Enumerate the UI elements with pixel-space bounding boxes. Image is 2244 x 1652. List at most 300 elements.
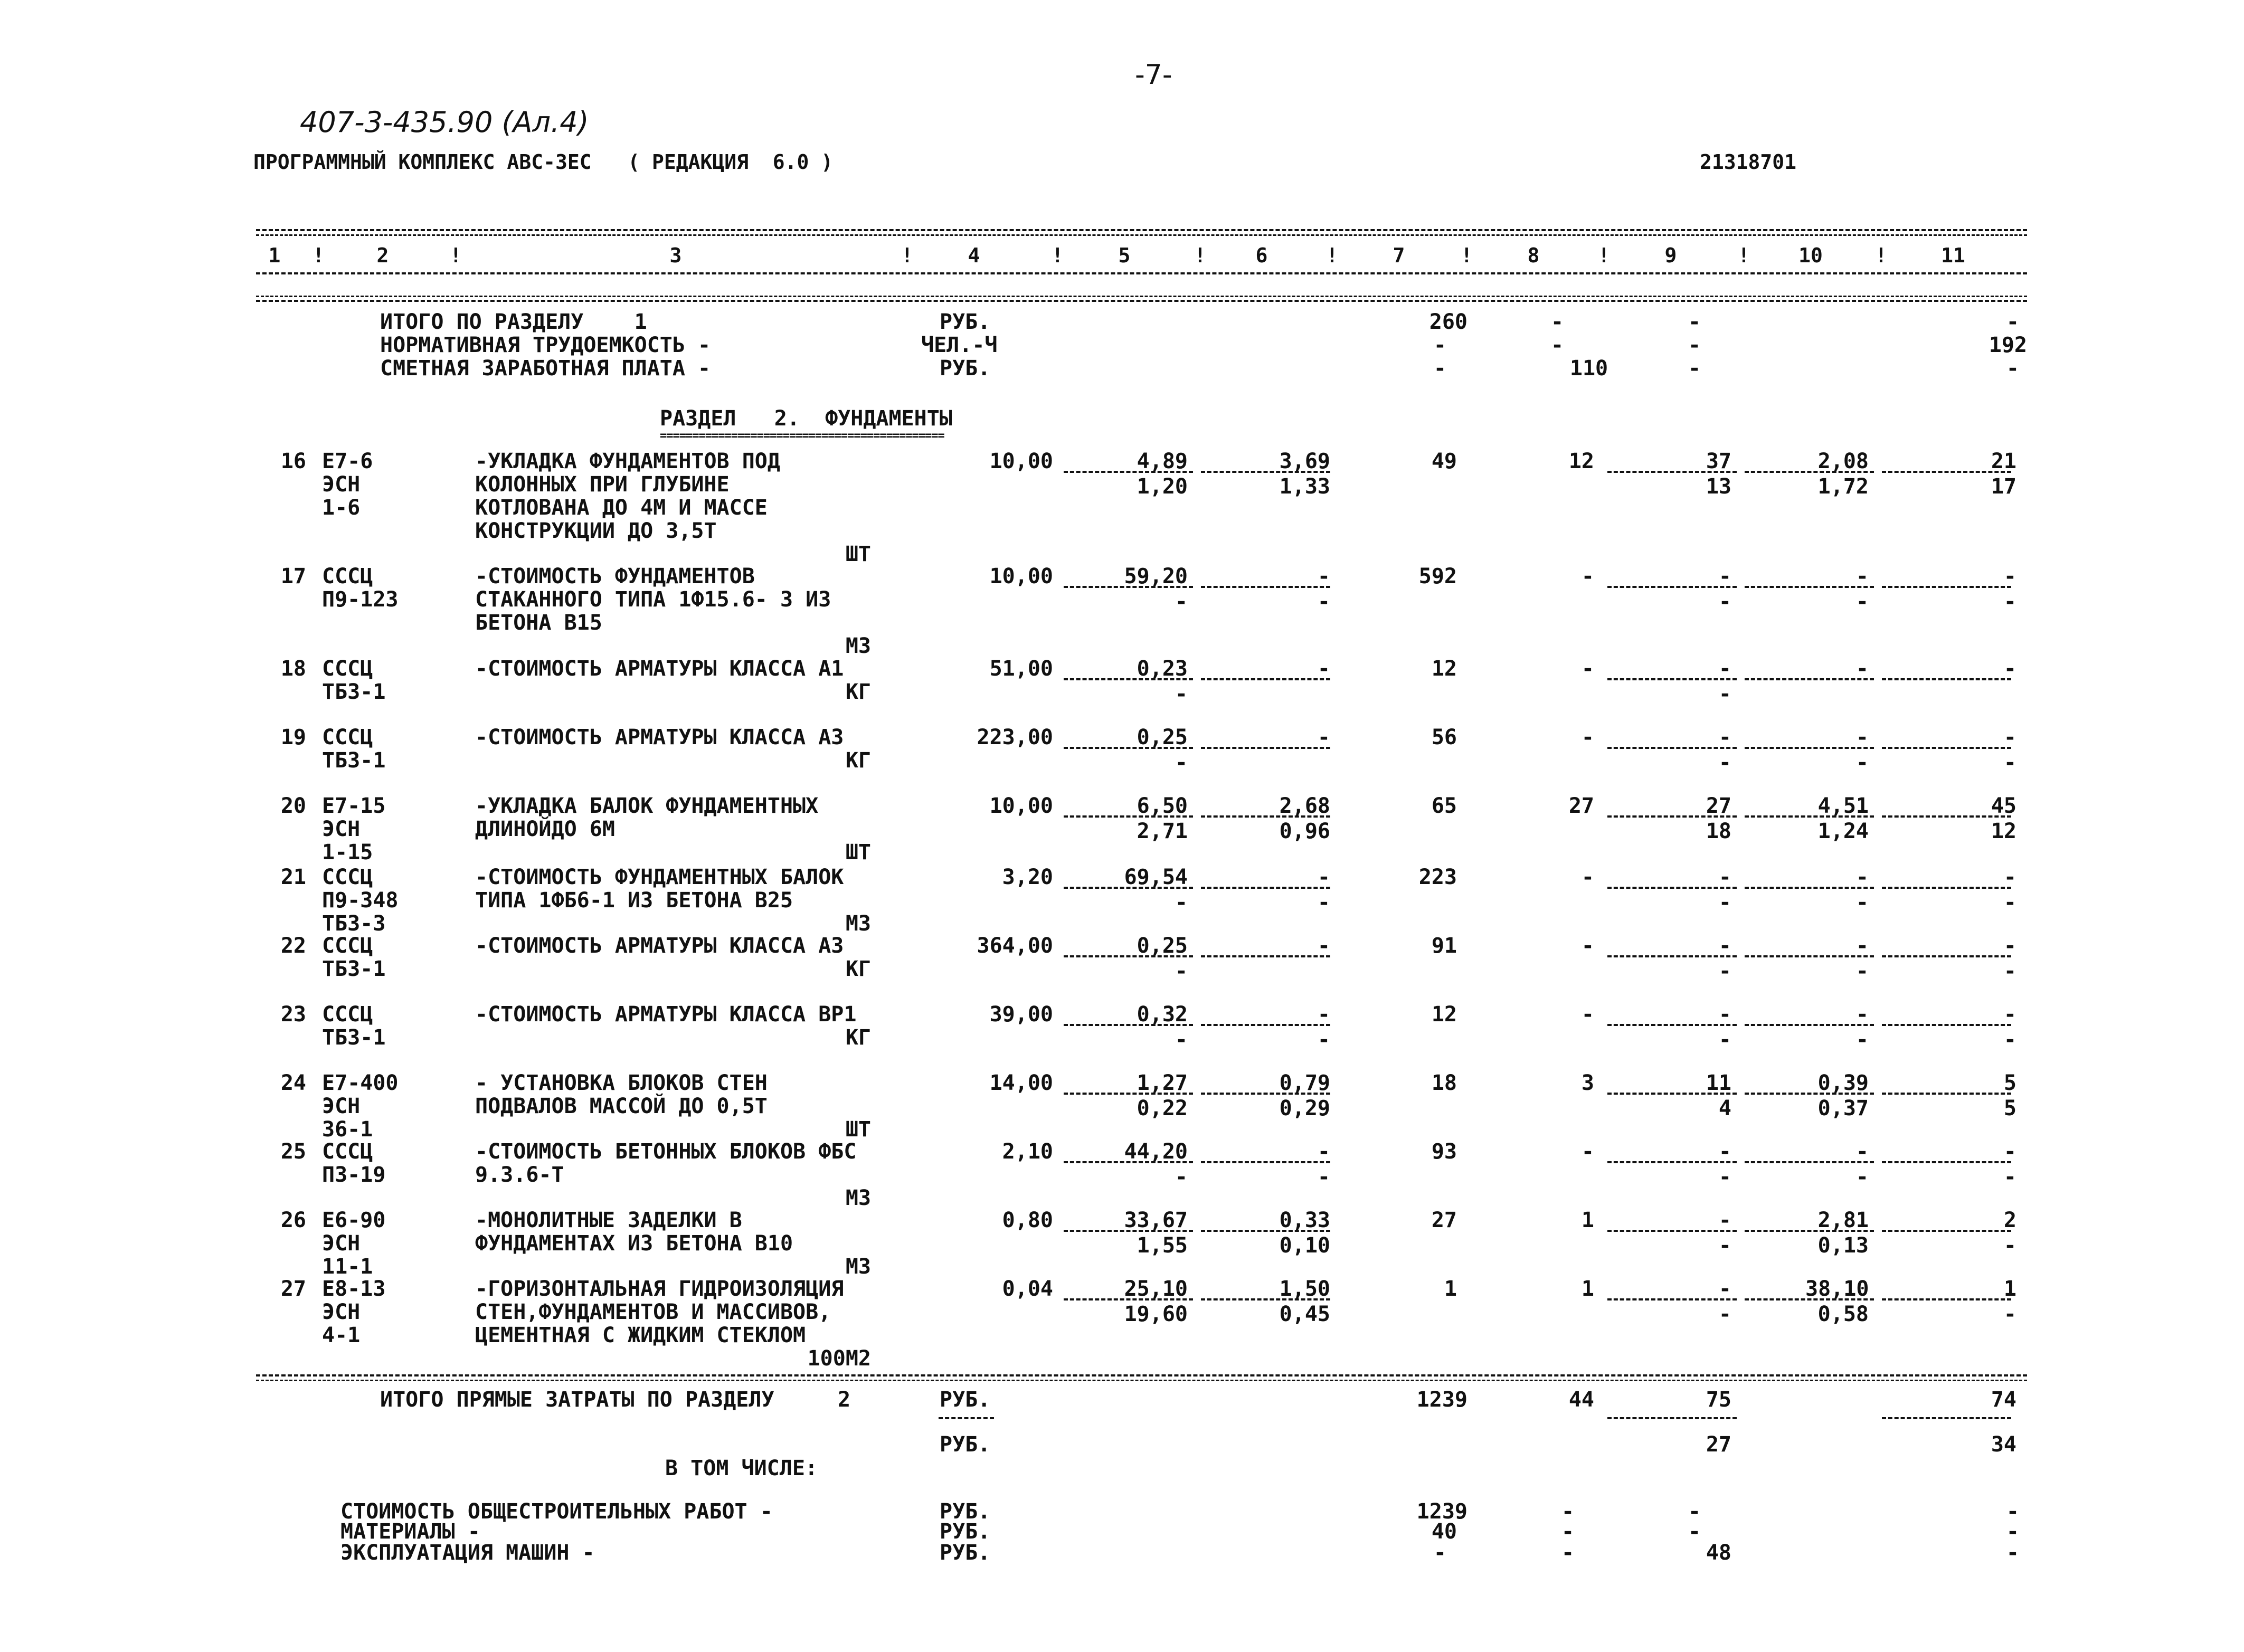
item-total-c7: 93 (1431, 1140, 1457, 1164)
item-cost-c6b: - (1317, 590, 1330, 614)
item-code: СССЦ (322, 865, 373, 889)
item-description: ДЛИНОЙДО 6М (475, 817, 615, 841)
item-description: -УКЛАДКА БАЛОК ФУНДАМЕНТНЫХ (475, 794, 819, 818)
item-cost-c6b: - (1317, 1028, 1330, 1052)
item-c10b: - (1855, 1165, 1869, 1189)
column-separator: ! (1052, 244, 1064, 267)
item-cost-c5b: - (1175, 590, 1188, 614)
item-c10: 0,39 (1817, 1071, 1869, 1095)
item-c10b: - (1855, 890, 1869, 915)
item-c10b: - (1855, 1028, 1869, 1052)
column-separator: ! (1738, 244, 1750, 267)
item-description: КОНСТРУКЦИИ ДО 3,5Т (475, 519, 717, 543)
item-description: -СТОИМОСТЬ БЕТОННЫХ БЛОКОВ ФБС (475, 1140, 857, 1164)
item-description: -ГОРИЗОНТАЛЬНАЯ ГИДРОИЗОЛЯЦИЯ (475, 1277, 844, 1301)
item-c9b: - (1718, 1233, 1731, 1258)
item-description: -МОНОЛИТНЫЕ ЗАДЕЛКИ В (475, 1208, 742, 1232)
general-works-c8: - (1561, 1499, 1575, 1524)
general-works-unit: РУБ. (940, 1499, 991, 1524)
item-c9b: 18 (1706, 819, 1731, 843)
general-works-c7: 1239 (1416, 1499, 1467, 1524)
materials-c7: 40 (1431, 1520, 1457, 1544)
item-c8: - (1581, 725, 1594, 749)
item-cost-c5b: - (1175, 1028, 1188, 1052)
item-cost-c6: - (1317, 564, 1330, 588)
direct-costs-c11b: 34 (1991, 1432, 2016, 1457)
item-c8: - (1581, 657, 1594, 681)
section1-labor-c9: - (1688, 333, 1701, 357)
item-c10b: 1,24 (1817, 819, 1869, 843)
materials-label: МАТЕРИАЛЫ - (340, 1520, 480, 1544)
cell-divider (1064, 1230, 1193, 1232)
item-number: 24 (280, 1071, 306, 1095)
item-c10: 2,08 (1817, 449, 1869, 473)
item-cost-c5: 25,10 (1124, 1277, 1188, 1301)
item-cost-c6: 0,79 (1279, 1071, 1330, 1095)
item-c9b: 4 (1718, 1096, 1731, 1121)
section1-total-c9: - (1688, 310, 1701, 334)
page-number: -7- (1135, 59, 1172, 91)
item-c8: - (1581, 1140, 1594, 1164)
cell-divider (1064, 1298, 1193, 1300)
item-c10: 2,81 (1817, 1208, 1869, 1232)
item-c11b: 5 (2003, 1096, 2016, 1121)
item-cost-c6: 2,68 (1279, 794, 1330, 818)
item-cost-c6: - (1317, 725, 1330, 749)
item-quantity: 10,00 (989, 794, 1053, 818)
document-code: 407-3-435.90 (Ал.4) (300, 106, 589, 139)
cell-divider (1064, 471, 1193, 473)
item-cost-c5: 33,67 (1124, 1208, 1188, 1232)
item-code: СССЦ (322, 1140, 373, 1164)
section1-total-unit: РУБ. (940, 310, 991, 334)
item-c11b: - (2003, 1028, 2016, 1052)
header-rule-bottom2 (256, 296, 2027, 297)
item-description: ПОДВАЛОВ МАССОЙ ДО 0,5Т (475, 1094, 768, 1118)
item-cost-c5: 59,20 (1124, 564, 1188, 588)
program-header: ПРОГРАММНЫЙ КОМПЛЕКС АВС-3ЕС ( РЕДАКЦИЯ 6.0 ) (253, 150, 834, 174)
item-code: ТБ3-3 (322, 912, 386, 936)
item-cost-c5: 4,89 (1137, 449, 1188, 473)
item-c11b: - (2003, 1302, 2016, 1326)
section1-wage-c9: - (1688, 356, 1701, 381)
item-description: БЕТОНА В15 (475, 611, 602, 635)
section1-total-c8: - (1550, 310, 1564, 334)
item-quantity: 364,00 (977, 934, 1053, 958)
item-number: 27 (280, 1277, 306, 1301)
item-c11: - (2003, 657, 2016, 681)
item-c8: 27 (1568, 794, 1594, 818)
item-c11b: - (2003, 1165, 2016, 1189)
item-quantity: 51,00 (989, 657, 1053, 681)
item-cost-c6: - (1317, 1002, 1330, 1027)
section1-wage-unit: РУБ. (940, 356, 991, 381)
column-header-9: 9 (1664, 244, 1677, 267)
item-code: П9-348 (322, 888, 399, 913)
item-description: ЦЕМЕНТНАЯ С ЖИДКИМ СТЕКЛОМ (475, 1323, 806, 1347)
item-c9: - (1718, 725, 1731, 749)
item-cost-c6b: 0,29 (1279, 1096, 1330, 1121)
item-unit: КГ (845, 748, 871, 773)
cell-divider (1201, 955, 1330, 957)
item-total-c7: 27 (1431, 1208, 1457, 1232)
general-works-c11: - (2006, 1499, 2019, 1524)
column-separator: ! (901, 244, 913, 267)
item-c8: - (1581, 564, 1594, 588)
item-unit: 100М2 (807, 1346, 871, 1371)
item-code: ЭСН (322, 1300, 361, 1324)
section1-labor-c11: 192 (1989, 333, 2027, 357)
header-rule-top2 (256, 234, 2027, 236)
general-works-c9: - (1688, 1499, 1701, 1524)
item-total-c7: 56 (1431, 725, 1457, 749)
item-c8: 12 (1568, 449, 1594, 473)
item-c8: - (1581, 1002, 1594, 1027)
item-description: ФУНДАМЕНТАХ ИЗ БЕТОНА В10 (475, 1231, 793, 1256)
item-description: 9.3.6-Т (475, 1163, 564, 1187)
item-unit: М3 (845, 1186, 871, 1210)
item-c9b: - (1718, 890, 1731, 915)
item-c8: 1 (1581, 1208, 1594, 1232)
item-cost-c6b: - (1317, 890, 1330, 915)
column-header-7: 7 (1393, 244, 1405, 267)
column-header-2: 2 (376, 244, 389, 267)
item-code: Е7-6 (322, 449, 373, 473)
item-code: Е6-90 (322, 1208, 386, 1232)
item-cost-c5b: 1,20 (1137, 474, 1188, 499)
general-works-label: СТОИМОСТЬ ОБЩЕСТРОИТЕЛЬНЫХ РАБОТ - (340, 1499, 773, 1524)
including-label: В ТОМ ЧИСЛЕ: (665, 1456, 818, 1480)
item-cost-c6: - (1317, 657, 1330, 681)
header-rule-top (256, 229, 2027, 231)
cell-divider (1064, 747, 1193, 749)
item-total-c7: 91 (1431, 934, 1457, 958)
item-cost-c6: 1,50 (1279, 1277, 1330, 1301)
item-code: СССЦ (322, 725, 373, 749)
item-c9: 27 (1706, 794, 1731, 818)
item-unit: КГ (845, 680, 871, 704)
header-rule-bottom3 (256, 300, 2027, 302)
item-total-c7: 12 (1431, 1002, 1457, 1027)
item-c9: - (1718, 1208, 1731, 1232)
cell-divider (1201, 815, 1330, 818)
column-separator: ! (1598, 244, 1610, 267)
item-description: -СТОИМОСТЬ АРМАТУРЫ КЛАССА ВР1 (475, 1002, 857, 1027)
item-total-c7: 223 (1418, 865, 1457, 889)
section1-labor-label: НОРМАТИВНАЯ ТРУДОЕМКОСТЬ - (380, 333, 711, 357)
item-c9b: - (1718, 682, 1731, 706)
item-code: 4-1 (322, 1323, 361, 1347)
column-header-4: 4 (968, 244, 980, 267)
materials-c11: - (2006, 1520, 2019, 1544)
item-code: ТБ3-1 (322, 957, 386, 981)
item-total-c7: 18 (1431, 1071, 1457, 1095)
item-c9: 37 (1706, 449, 1731, 473)
cell-divider (1064, 1093, 1193, 1095)
item-cost-c5: 0,25 (1137, 934, 1188, 958)
cell-divider (1201, 1024, 1330, 1026)
item-c9b: - (1718, 1302, 1731, 1326)
item-code: ТБ3-1 (322, 1026, 386, 1050)
item-cost-c5: 0,23 (1137, 657, 1188, 681)
item-code: 1-15 (322, 840, 373, 865)
direct-costs-c8: 44 (1568, 1388, 1594, 1412)
item-c10: - (1855, 1140, 1869, 1164)
cell-divider (1064, 887, 1193, 889)
item-c9b: - (1718, 751, 1731, 775)
column-header-1: 1 (268, 244, 281, 267)
item-c11: 1 (2003, 1277, 2016, 1301)
cell-divider (1201, 586, 1330, 588)
item-description: -СТОИМОСТЬ ФУНДАМЕНТОВ (475, 564, 755, 588)
item-description: КОЛОННЫХ ПРИ ГЛУБИНЕ (475, 472, 730, 497)
item-c9: - (1718, 1277, 1731, 1301)
item-c8: 3 (1581, 1071, 1594, 1095)
cell-divider (1064, 815, 1193, 818)
item-description: -СТОИМОСТЬ АРМАТУРЫ КЛАССА А1 (475, 657, 844, 681)
item-number: 16 (280, 449, 306, 473)
item-c11b: - (2003, 959, 2016, 983)
item-c11b: - (2003, 590, 2016, 614)
direct-costs-unit2: РУБ. (940, 1432, 991, 1457)
document-id: 21318701 (1700, 150, 1797, 174)
item-number: 18 (280, 657, 306, 681)
item-code: ЭСН (322, 472, 361, 497)
item-c9: 11 (1706, 1071, 1731, 1095)
item-quantity: 0,80 (1002, 1208, 1053, 1232)
item-c10b: - (1855, 590, 1869, 614)
item-quantity: 2,10 (1002, 1140, 1053, 1164)
item-cost-c5b: - (1175, 959, 1188, 983)
item-c11: 5 (2003, 1071, 2016, 1095)
item-cost-c5b: 0,22 (1137, 1096, 1188, 1121)
machines-label: ЭКСПЛУАТАЦИЯ МАШИН - (340, 1541, 595, 1565)
item-description: - УСТАНОВКА БЛОКОВ СТЕН (475, 1071, 768, 1095)
item-cost-c5b: 19,60 (1124, 1302, 1188, 1326)
direct-costs-c11a: 74 (1991, 1388, 2016, 1412)
cell-divider (1201, 471, 1330, 473)
item-cost-c6: - (1317, 865, 1330, 889)
item-c9: - (1718, 1002, 1731, 1027)
section1-wage-c7: - (1433, 356, 1446, 381)
cell-divider (1201, 678, 1330, 680)
item-unit: ШТ (845, 542, 871, 566)
item-total-c7: 1 (1444, 1277, 1457, 1301)
cell-divider (1201, 1298, 1330, 1300)
item-c9b: - (1718, 959, 1731, 983)
item-c9b: 13 (1706, 474, 1731, 499)
item-c10: - (1855, 564, 1869, 588)
item-c10: - (1855, 657, 1869, 681)
item-unit: ШТ (845, 840, 871, 865)
item-c11b: - (2003, 751, 2016, 775)
item-c9: - (1718, 1140, 1731, 1164)
item-c11: - (2003, 1002, 2016, 1027)
item-cost-c5: 0,32 (1137, 1002, 1188, 1027)
item-total-c7: 592 (1418, 564, 1457, 588)
column-header-3: 3 (669, 244, 682, 267)
item-unit: М3 (845, 1255, 871, 1279)
item-cost-c5: 1,27 (1137, 1071, 1188, 1095)
item-number: 17 (280, 564, 306, 588)
item-cost-c5b: - (1175, 1165, 1188, 1189)
item-c11: - (2003, 865, 2016, 889)
item-c9b: - (1718, 1165, 1731, 1189)
item-unit: М3 (845, 912, 871, 936)
direct-costs-c9a: 75 (1706, 1388, 1731, 1412)
section1-total-label: ИТОГО ПО РАЗДЕЛУ 1 (380, 310, 647, 334)
totals-rule-top (256, 1374, 2027, 1376)
item-quantity: 3,20 (1002, 865, 1053, 889)
item-c8: - (1581, 865, 1594, 889)
item-description: -СТОИМОСТЬ АРМАТУРЫ КЛАССА А3 (475, 725, 844, 749)
cell-divider (1201, 1161, 1330, 1163)
item-code: СССЦ (322, 1002, 373, 1027)
direct-costs-c7: 1239 (1416, 1388, 1467, 1412)
item-c10: - (1855, 865, 1869, 889)
machines-c7: - (1433, 1541, 1446, 1565)
item-c9: - (1718, 657, 1731, 681)
item-c11b: 17 (1991, 474, 2016, 499)
column-separator: ! (1194, 244, 1206, 267)
column-separator: ! (1875, 244, 1887, 267)
item-description: СТАКАННОГО ТИПА 1Ф15.6- 3 ИЗ (475, 587, 831, 612)
item-c11: 2 (2003, 1208, 2016, 1232)
item-c11: 21 (1991, 449, 2016, 473)
materials-c8: - (1561, 1520, 1575, 1544)
direct-costs-c9b: 27 (1706, 1432, 1731, 1457)
item-code: СССЦ (322, 657, 373, 681)
item-c10b: 0,37 (1817, 1096, 1869, 1121)
item-c11b: - (2003, 890, 2016, 915)
item-cost-c5b: - (1175, 682, 1188, 706)
machines-c8: - (1561, 1541, 1575, 1565)
header-rule-bottom (256, 272, 2027, 274)
section2-title: РАЗДЕЛ 2. ФУНДАМЕНТЫ (660, 406, 952, 431)
item-code: ЭСН (322, 817, 361, 841)
item-cost-c5b: - (1175, 751, 1188, 775)
column-header-6: 6 (1255, 244, 1268, 267)
item-c10b: 0,58 (1817, 1302, 1869, 1326)
item-code: ТБ3-1 (322, 748, 386, 773)
item-cost-c5: 6,50 (1137, 794, 1188, 818)
section1-wage-c11: - (2006, 356, 2019, 381)
item-code: СССЦ (322, 564, 373, 588)
item-code: Е8-13 (322, 1277, 386, 1301)
item-unit: М3 (845, 634, 871, 658)
item-number: 21 (280, 865, 306, 889)
section2-underline: ============================================ (660, 430, 944, 442)
section1-total-c11: - (2006, 310, 2019, 334)
item-unit: ШТ (845, 1117, 871, 1142)
item-cost-c5b: 1,55 (1137, 1233, 1188, 1258)
totals-rule-top2 (256, 1380, 2027, 1381)
item-cost-c6: - (1317, 934, 1330, 958)
item-number: 19 (280, 725, 306, 749)
section1-labor-c7: - (1433, 333, 1446, 357)
item-code: 1-6 (322, 496, 361, 520)
item-c11: - (2003, 1140, 2016, 1164)
item-code: ЭСН (322, 1231, 361, 1256)
item-code: 36-1 (322, 1117, 373, 1142)
item-c11: - (2003, 564, 2016, 588)
item-cost-c5: 0,25 (1137, 725, 1188, 749)
item-cost-c5b: - (1175, 890, 1188, 915)
item-code: ЭСН (322, 1094, 361, 1118)
item-cost-c6: 3,69 (1279, 449, 1330, 473)
item-code: 11-1 (322, 1255, 373, 1279)
item-c8: - (1581, 934, 1594, 958)
item-c9b: - (1718, 1028, 1731, 1052)
item-c11: - (2003, 934, 2016, 958)
item-c9: - (1718, 934, 1731, 958)
direct-costs-label: ИТОГО ПРЯМЫЕ ЗАТРАТЫ ПО РАЗДЕЛУ 2 (380, 1388, 851, 1412)
item-code: ТБ3-1 (322, 680, 386, 704)
item-number: 23 (280, 1002, 306, 1027)
item-description: КОТЛОВАНА ДО 4М И МАССЕ (475, 496, 768, 520)
column-header-10: 10 (1798, 244, 1823, 267)
item-c10b: - (1855, 751, 1869, 775)
cell-divider (1201, 1230, 1330, 1232)
cell-divider (1064, 1161, 1193, 1163)
item-c9: - (1718, 564, 1731, 588)
item-c10: - (1855, 1002, 1869, 1027)
item-c10: 38,10 (1805, 1277, 1869, 1301)
item-description: -УКЛАДКА ФУНДАМЕНТОВ ПОД (475, 449, 780, 473)
cell-divider (1064, 1024, 1193, 1026)
item-code: СССЦ (322, 934, 373, 958)
item-cost-c6b: 1,33 (1279, 474, 1330, 499)
item-cost-c6: 0,33 (1279, 1208, 1330, 1232)
item-quantity: 0,04 (1002, 1277, 1053, 1301)
column-separator: ! (450, 244, 462, 267)
item-cost-c5: 69,54 (1124, 865, 1188, 889)
column-separator: ! (1326, 244, 1338, 267)
column-separator: ! (313, 244, 325, 267)
item-cost-c6b: 0,10 (1279, 1233, 1330, 1258)
item-total-c7: 65 (1431, 794, 1457, 818)
section1-wage-c8: 110 (1569, 356, 1608, 381)
column-header-11: 11 (1941, 244, 1965, 267)
cell-divider (1201, 1093, 1330, 1095)
item-code: П3-19 (322, 1163, 386, 1187)
section1-labor-unit: ЧЕЛ.-Ч (921, 333, 998, 357)
item-cost-c6b: 0,45 (1279, 1302, 1330, 1326)
item-description: -СТОИМОСТЬ АРМАТУРЫ КЛАССА А3 (475, 934, 844, 958)
item-c10b: 0,13 (1817, 1233, 1869, 1258)
cell-divider (1201, 747, 1330, 749)
item-quantity: 223,00 (977, 725, 1053, 749)
column-separator: ! (1461, 244, 1473, 267)
item-number: 25 (280, 1140, 306, 1164)
item-c11: 45 (1991, 794, 2016, 818)
item-description: СТЕН,ФУНДАМЕНТОВ И МАССИВОВ, (475, 1300, 831, 1324)
item-cost-c5: 44,20 (1124, 1140, 1188, 1164)
item-number: 22 (280, 934, 306, 958)
item-c11: - (2003, 725, 2016, 749)
cell-divider (1201, 887, 1330, 889)
materials-unit: РУБ. (940, 1520, 991, 1544)
item-unit: КГ (845, 1026, 871, 1050)
item-c11b: - (2003, 1233, 2016, 1258)
item-c10: - (1855, 934, 1869, 958)
direct-costs-c11-line (1882, 1417, 2011, 1419)
item-quantity: 10,00 (989, 564, 1053, 588)
column-header-5: 5 (1118, 244, 1131, 267)
item-code: Е7-15 (322, 794, 386, 818)
cell-divider (1064, 586, 1193, 588)
item-quantity: 10,00 (989, 449, 1053, 473)
